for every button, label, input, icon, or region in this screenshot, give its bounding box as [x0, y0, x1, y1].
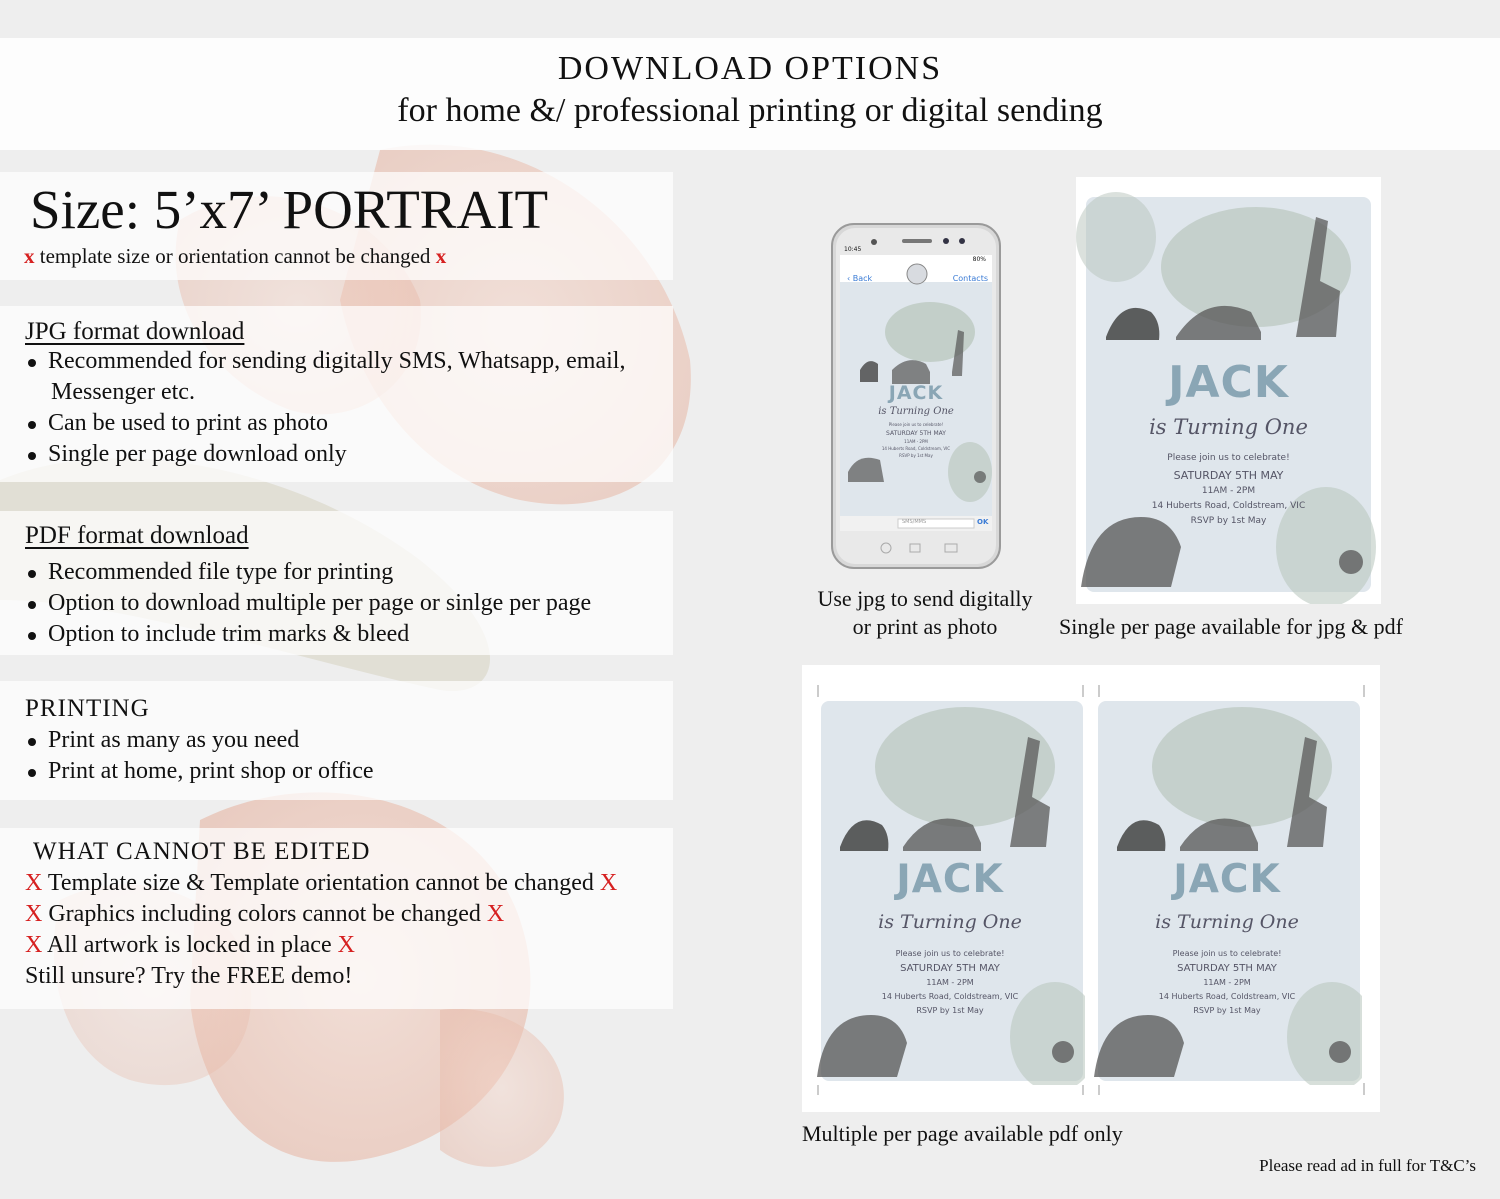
cannot-edit-line: X Template size & Template orientation cannot be changed X: [25, 870, 618, 896]
header-banner: [0, 38, 1500, 150]
list-item: Print as many as you need: [25, 725, 374, 756]
list-item: Recommended file type for printing: [25, 557, 591, 588]
invite-subtitle: is Turning One: [1149, 415, 1308, 439]
sheet-invitation-card-2: [1092, 697, 1362, 1085]
invite-time: 11AM - 2PM: [926, 978, 974, 987]
sheet-invitation-card-1: [815, 697, 1085, 1085]
phone-send-button[interactable]: OK: [977, 518, 989, 526]
invite-subtitle: is Turning One: [878, 911, 1022, 933]
footer-note: Please read ad in full for T&C’s: [1259, 1156, 1476, 1175]
single-caption: Single per page available for jpg & pdf: [1059, 614, 1403, 639]
phone-time: 10:45: [844, 246, 862, 253]
phone-invite-rsvp: RSVP by 1st May: [899, 453, 933, 458]
invite-name: JACK: [1168, 357, 1289, 408]
x-mark-icon: X: [25, 901, 43, 927]
phone-battery: 80%: [972, 256, 986, 263]
invite-address: 14 Huberts Road, Coldstream, VIC: [1158, 992, 1296, 1001]
cannot-edit-line: X All artwork is locked in place X: [25, 932, 355, 958]
pdf-list: [25, 557, 591, 650]
list-item: Option to download multiple per page or sinlge per page: [25, 588, 591, 619]
phone-invite-subtitle: is Turning One: [878, 406, 954, 417]
list-item: Recommended for sending digitally SMS, Whatsapp, email, Messenger etc.: [25, 346, 625, 408]
printing-panel: [0, 681, 673, 800]
page-title: DOWNLOAD OPTIONS: [557, 50, 943, 87]
jpg-list: [25, 346, 625, 470]
phone-invite-join: Please join us to celebrate!: [888, 422, 944, 427]
x-mark-icon: x: [435, 244, 447, 268]
invite-name: JACK: [1173, 857, 1281, 902]
invite-address: 14 Huberts Road, Coldstream, VIC: [881, 992, 1019, 1001]
x-mark-icon: X: [25, 870, 43, 896]
x-mark-icon: X: [486, 901, 505, 927]
cannot-edit-line: X Graphics including colors cannot be changed X: [25, 901, 505, 927]
invite-join: Please join us to celebrate!: [1167, 453, 1290, 463]
list-item: Option to include trim marks & bleed: [25, 619, 591, 650]
size-title: Size: 5’x7’ PORTRAIT: [30, 179, 549, 240]
phone-invite-address: 14 Huberts Road, Coldstream, VIC: [881, 446, 951, 451]
size-note: [24, 244, 446, 269]
phone-message-input[interactable]: SMS/MMS: [902, 519, 927, 525]
invite-date: SATURDAY 5TH MAY: [900, 963, 1000, 974]
pdf-title: PDF format download: [25, 522, 249, 549]
invite-subtitle: is Turning One: [1155, 911, 1299, 933]
jpg-title: JPG format download: [25, 318, 245, 345]
cannot-edit-lines: [25, 868, 617, 992]
phone-invite-name: JACK: [888, 382, 944, 404]
cannot-edit-title: WHAT CANNOT BE EDITED: [33, 838, 371, 865]
phone-invite-time: 11AM - 2PM: [904, 439, 928, 444]
invite-date: SATURDAY 5TH MAY: [1177, 963, 1277, 974]
multiple-per-page-sheet: [802, 665, 1380, 1112]
phone-back-button[interactable]: ‹ Back: [847, 274, 873, 283]
invite-rsvp: RSVP by 1st May: [1193, 1006, 1261, 1015]
pdf-panel: [0, 511, 673, 655]
multiple-caption: Multiple per page available pdf only: [802, 1121, 1123, 1146]
list-item: Can be used to print as photo: [25, 408, 625, 439]
page-subtitle: for home &/ professional printing or digital sending: [397, 92, 1103, 129]
jpg-panel: [0, 306, 673, 482]
single-invitation-card: [1076, 177, 1381, 604]
invite-time: 11AM - 2PM: [1201, 486, 1256, 496]
cannot-edit-panel: [0, 828, 673, 1009]
list-item: Single per page download only: [25, 439, 625, 470]
x-mark-icon: X: [337, 932, 355, 958]
phone-caption: Use jpg to send digitally or print as photo: [817, 586, 1033, 639]
printing-title: PRINTING: [25, 695, 150, 722]
invite-address: 14 Huberts Road, Coldstream, VIC: [1151, 501, 1306, 511]
x-mark-icon: X: [25, 932, 43, 958]
invite-date: SATURDAY 5TH MAY: [1173, 469, 1284, 482]
x-mark-icon: X: [599, 870, 618, 896]
size-panel: [0, 172, 673, 280]
invite-time: 11AM - 2PM: [1203, 978, 1251, 987]
invite-rsvp: RSVP by 1st May: [1190, 516, 1267, 526]
size-note-text: template size or orientation cannot be changed: [39, 244, 431, 268]
phone-contacts-button[interactable]: Contacts: [952, 274, 988, 283]
phone-mockup: [830, 222, 1002, 570]
invite-join: Please join us to celebrate!: [1172, 949, 1282, 958]
invite-join: Please join us to celebrate!: [895, 949, 1005, 958]
invite-name: JACK: [896, 857, 1004, 902]
invite-rsvp: RSVP by 1st May: [916, 1006, 984, 1015]
list-item: Print at home, print shop or office: [25, 756, 374, 787]
demo-line: Still unsure? Try the FREE demo!: [25, 963, 353, 989]
phone-invite-date: SATURDAY 5TH MAY: [886, 430, 946, 437]
x-mark-icon: x: [24, 244, 35, 268]
printing-list: [25, 725, 374, 787]
